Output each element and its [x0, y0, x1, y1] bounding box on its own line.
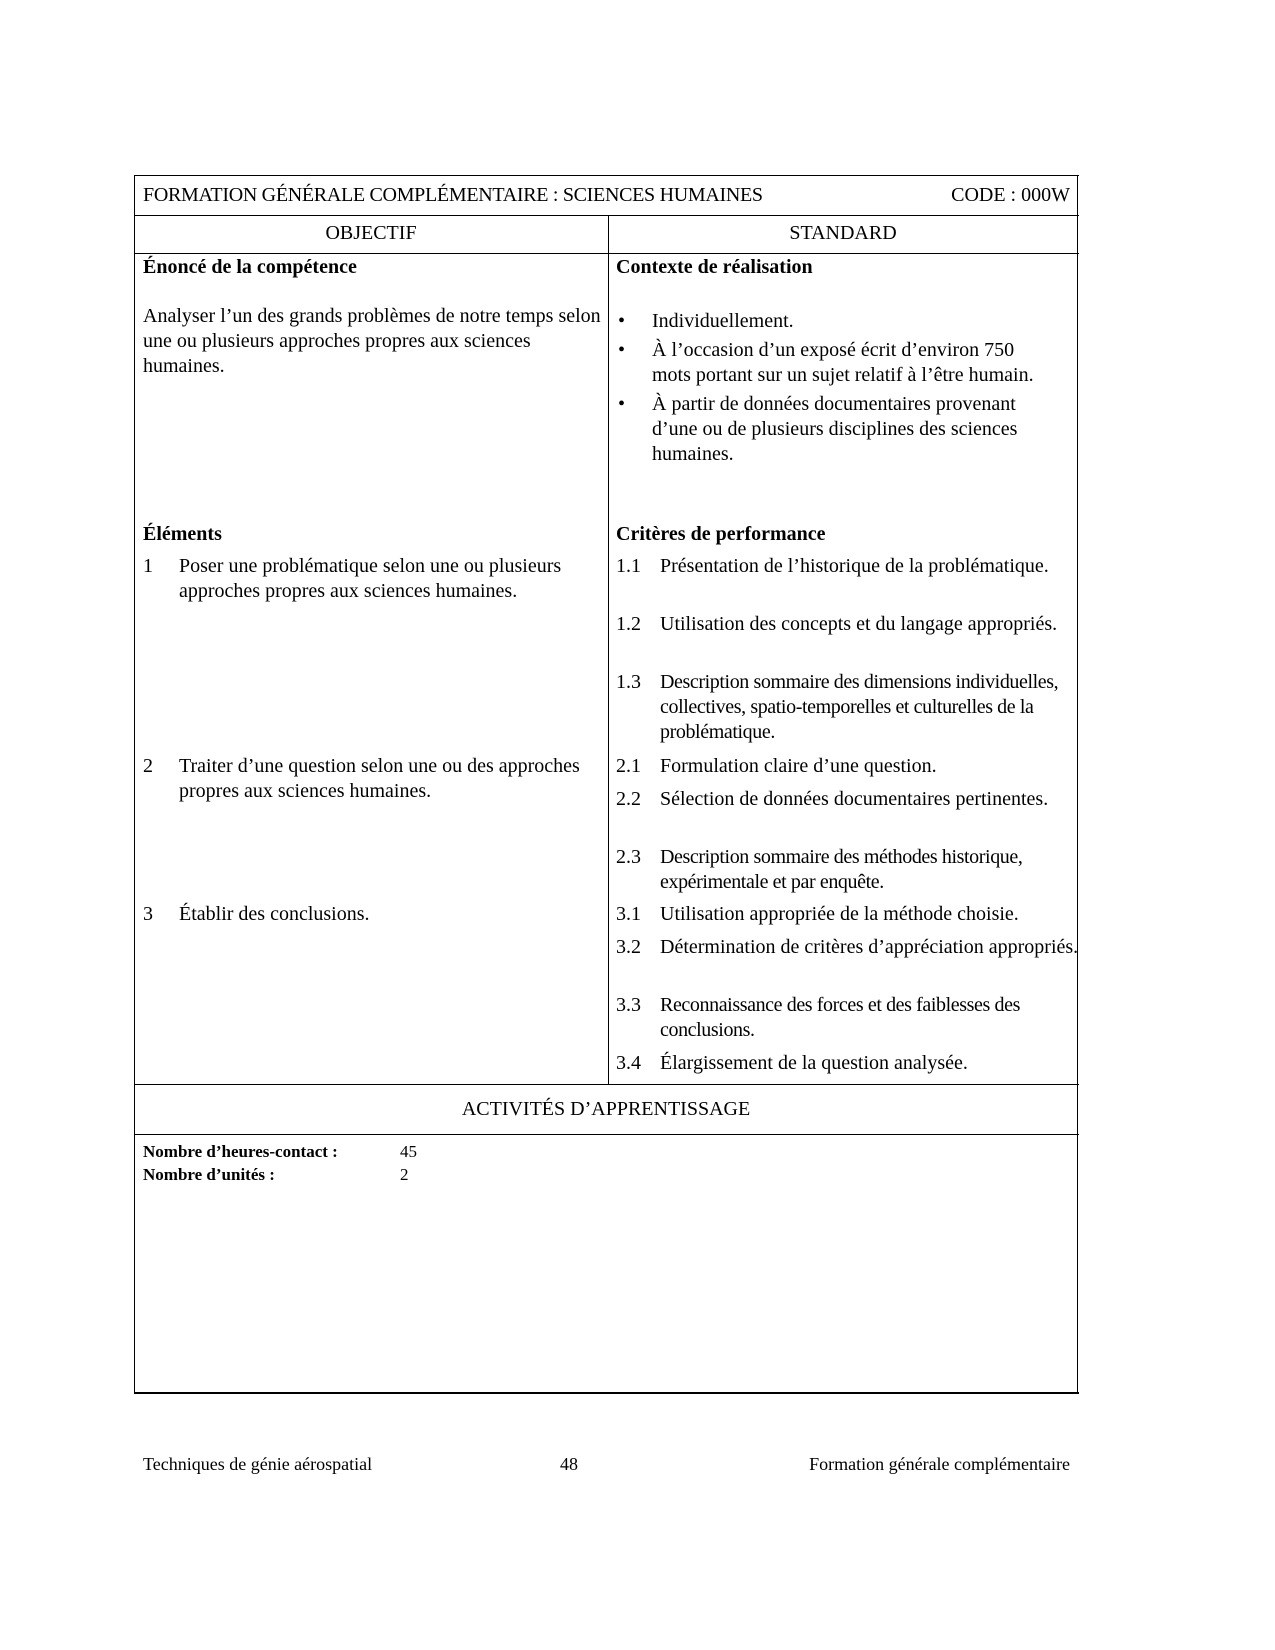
- heures-value: 45: [400, 1142, 417, 1161]
- criterion-text: Description sommaire des dimensions individuelles, collectives, spatio-temporelles et culturelles de la problématique.: [660, 671, 1059, 743]
- criterion-text: Description sommaire des méthodes historique, expérimentale et par enquête.: [660, 846, 1023, 893]
- criterion-text: Sélection de données documentaires pertinentes.: [660, 788, 1049, 810]
- criterion-text: Utilisation appropriée de la méthode choisie.: [660, 903, 1019, 925]
- criterion-number: 3.3: [616, 994, 641, 1016]
- page-number: 48: [560, 1454, 578, 1474]
- element-number: 2: [143, 755, 153, 777]
- criterion-number: 3.4: [616, 1052, 641, 1074]
- elements-heading: Éléments: [143, 523, 222, 545]
- criterion-number: 3.2: [616, 936, 641, 958]
- enonce-heading: Énoncé de la compétence: [143, 256, 357, 278]
- criterion-text: Présentation de l’historique de la problématique.: [660, 555, 1049, 577]
- course-code: CODE : 000W: [951, 184, 1070, 206]
- form-title: FORMATION GÉNÉRALE COMPLÉMENTAIRE : SCIENCES HUMAINES: [143, 184, 763, 206]
- column-standard: STANDARD: [789, 222, 897, 244]
- contexte-list: [616, 309, 1056, 471]
- element-number: 3: [143, 903, 153, 925]
- criterion-number: 1.3: [616, 671, 641, 693]
- criterion-number: 2.2: [616, 788, 641, 810]
- criterion-text: Élargissement de la question analysée.: [660, 1052, 968, 1074]
- criterion-text: Utilisation des concepts et du langage appropriés.: [660, 613, 1058, 635]
- list-item: • À l’occasion d’un exposé écrit d’environ 750 mots portant sur un sujet relatif à l’être humain.: [616, 338, 1056, 388]
- element-text: Établir des conclusions.: [179, 903, 370, 925]
- element-text: Poser une problématique selon une ou plusieurs approches propres aux sciences humaines.: [179, 555, 562, 602]
- criterion-number: 1.2: [616, 613, 641, 635]
- element-text: Traiter d’une question selon une ou des approches propres aux sciences humaines.: [179, 755, 580, 802]
- criterion-text: Reconnaissance des forces et des faiblesses des conclusions.: [660, 994, 1020, 1041]
- column-objectif: OBJECTIF: [325, 222, 417, 244]
- heures-label: Nombre d’heures-contact :: [143, 1142, 338, 1161]
- criterion-number: 1.1: [616, 555, 641, 577]
- criterion-text: Détermination de critères d’appréciation appropriés.: [660, 936, 1079, 958]
- unites-value: 2: [400, 1165, 409, 1184]
- activites-heading: ACTIVITÉS D’APPRENTISSAGE: [461, 1098, 751, 1120]
- criterion-number: 2.3: [616, 846, 641, 868]
- criterion-text: Formulation claire d’une question.: [660, 755, 937, 777]
- element-number: 1: [143, 555, 153, 577]
- unites-label: Nombre d’unités :: [143, 1165, 275, 1184]
- contexte-heading: Contexte de réalisation: [616, 256, 813, 278]
- criterion-number: 2.1: [616, 755, 641, 777]
- list-item: • Individuellement.: [616, 309, 1056, 334]
- criterion-number: 3.1: [616, 903, 641, 925]
- list-item: • À partir de données documentaires provenant d’une ou de plusieurs disciplines des sciences humaines.: [616, 392, 1056, 467]
- enonce-text: Analyser l’un des grands problèmes de notre temps selon une ou plusieurs approches propres aux sciences humaines.: [143, 305, 601, 377]
- footer-section: Formation générale complémentaire: [809, 1454, 1070, 1474]
- footer-program: Techniques de génie aérospatial: [143, 1454, 373, 1474]
- criteres-heading: Critères de performance: [616, 523, 826, 545]
